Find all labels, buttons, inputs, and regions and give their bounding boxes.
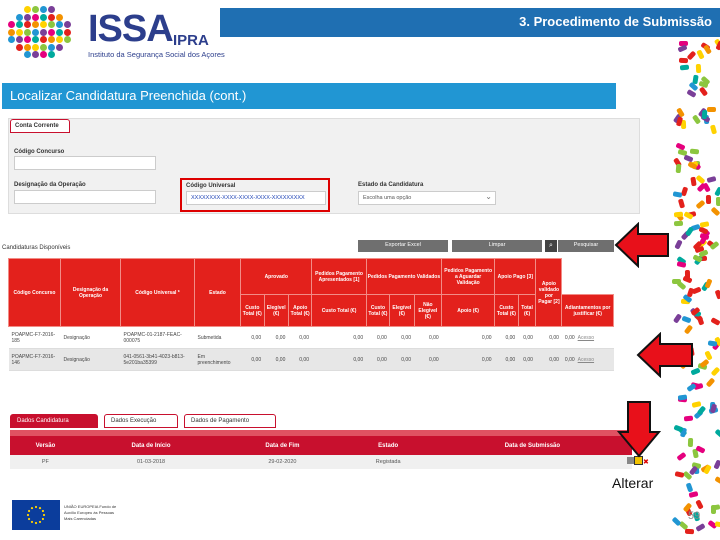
confetti-piece (703, 45, 712, 55)
eu-star (28, 510, 30, 512)
logo-dot (40, 29, 47, 36)
confetti-piece (682, 275, 692, 283)
logo-dot (48, 21, 55, 28)
confetti-piece (688, 438, 693, 447)
access-link[interactable]: Acesso (577, 356, 595, 363)
eu-stars-icon (16, 504, 56, 526)
col-pedidos-apresentados: Pedidos Pagamento Apresentados [1] (312, 259, 366, 295)
eu-star (43, 514, 45, 516)
confetti-piece (696, 63, 701, 72)
eu-star (39, 521, 41, 523)
logo-dot (24, 14, 31, 21)
cell-value: 0,00 (390, 327, 414, 349)
eu-star (28, 518, 30, 520)
confetti-piece (680, 64, 689, 70)
delete-icon[interactable]: ✖ (643, 459, 649, 466)
logo-dot (16, 44, 23, 51)
eu-star (35, 522, 37, 524)
logo-dot (40, 44, 47, 51)
codigo-universal-input[interactable]: XXXXXXXX-XXXX-XXXX-XXXX-XXXXXXXXX (186, 191, 326, 205)
arrow-left-icon (614, 222, 670, 268)
logo-dot (48, 14, 55, 21)
cell-value: 0,00 (366, 327, 390, 349)
logo-dot (56, 36, 63, 43)
confetti-piece (684, 415, 693, 421)
arrow-left-icon (636, 332, 694, 378)
cell-codigo-universal: 041-0561-3b41-4023-b813-5e201ba35399 (121, 349, 195, 371)
page-number: 59 (688, 510, 701, 522)
confetti-piece (699, 86, 708, 96)
confetti-piece (706, 176, 716, 183)
cell-value: 0,00 (288, 349, 312, 371)
col-sub-header: Elegível (€) (264, 295, 288, 327)
confetti-piece (705, 279, 713, 289)
col-codigo-concurso: Código Concurso (9, 259, 61, 327)
cell-versao: PF (10, 455, 81, 469)
logo-dot (8, 29, 15, 36)
logo-dot (40, 6, 47, 13)
col-aprovado: Aprovado (241, 259, 312, 295)
section-title: Localizar Candidatura Preenchida (cont.) (10, 88, 247, 103)
logo-dot (32, 44, 39, 51)
col-sub-header: Elegível (€) (390, 295, 414, 327)
confetti-piece (674, 221, 683, 226)
confetti-piece (713, 459, 720, 469)
confetti-piece (714, 429, 720, 439)
confetti-piece (678, 198, 685, 208)
col-apoio-validado: Apoio validado por Pagar [2] (536, 259, 562, 327)
logo-dot (24, 6, 31, 13)
codigo-universal-label: Código Universal (186, 183, 236, 189)
export-excel-button[interactable]: Exportar Excel (358, 240, 448, 252)
confetti-piece (709, 125, 716, 135)
confetti-piece (697, 315, 705, 325)
confetti-piece (690, 149, 699, 155)
confetti-piece (711, 505, 716, 514)
confetti-piece (676, 142, 686, 150)
logo-dot (24, 51, 31, 58)
cell-value: 0,00 (241, 349, 265, 371)
col-data-fim: Data de Fim (221, 433, 343, 455)
confetti-piece (677, 452, 687, 461)
logo-dot (24, 21, 31, 28)
logo-dot (16, 21, 23, 28)
table-row (10, 455, 632, 469)
results-table (8, 258, 614, 371)
eu-star (31, 521, 33, 523)
confetti-piece (695, 499, 704, 509)
logo-dot (64, 29, 71, 36)
logo-dot (16, 29, 23, 36)
col-estado: Estado (195, 259, 241, 327)
logo-dot (40, 14, 47, 21)
versions-table (10, 430, 632, 469)
logo-dot (32, 21, 39, 28)
cell-value: 0,00 (495, 327, 519, 349)
col-codigo-universal: Código Universal * (121, 259, 195, 327)
cell-value: 0,00 (442, 349, 495, 371)
cell-data-submissao (433, 455, 632, 469)
cell-value: 0,00 (536, 327, 562, 349)
search-icon[interactable]: ⌕ (545, 240, 557, 252)
logo-dot (24, 29, 31, 36)
col-sub-header: Apoio (€) (442, 295, 495, 327)
logo-dot (8, 36, 15, 43)
confetti-piece (707, 340, 717, 346)
alterar-caption: Alterar (612, 475, 654, 491)
confetti-piece (715, 289, 720, 299)
clear-button[interactable]: Limpar (452, 240, 542, 252)
cell-designacao: Designação (61, 327, 121, 349)
confetti-piece (678, 394, 688, 400)
confetti-piece (688, 491, 698, 498)
access-link[interactable]: Acesso (577, 334, 595, 341)
edit-icon[interactable] (635, 457, 642, 464)
confetti-piece (686, 482, 694, 492)
logo-dot (32, 51, 39, 58)
confetti-piece (701, 110, 707, 119)
col-versao: Versão (10, 433, 81, 455)
logo-dot (32, 36, 39, 43)
confetti-piece (711, 206, 720, 216)
logo-dot (64, 21, 71, 28)
logo-dot (56, 29, 63, 36)
col-sub-header: Apoio Total (€) (288, 295, 312, 327)
logo-suffix: IPRA (173, 32, 209, 49)
logo-dot (48, 29, 55, 36)
eu-flag-logo (12, 500, 60, 530)
confetti-piece (685, 529, 694, 535)
cell-value: 0,00 (518, 349, 536, 371)
cell-value (562, 349, 614, 371)
col-designacao: Designação da Operação (61, 259, 121, 327)
logo-dot (40, 36, 47, 43)
tab-dados-execucao[interactable]: Dados Execução (104, 414, 178, 428)
logo-dot (40, 21, 47, 28)
eu-star (31, 507, 33, 509)
confetti-piece (676, 261, 686, 268)
logo-word: ISSA (88, 8, 173, 50)
col-sub-header: Adiantamentos por justificar (€) (562, 295, 614, 327)
logo-dot (56, 44, 63, 51)
designacao-input[interactable] (14, 190, 156, 204)
cell-value: 0,00 (390, 349, 414, 371)
logo-dot (32, 14, 39, 21)
col-sub-header: Não Elegível (€) (414, 295, 442, 327)
cell-codigo-universal: POAPMC-01-2187-FEAC-000075 (121, 327, 195, 349)
header-underline (220, 36, 720, 37)
logo-dot (56, 14, 63, 21)
tab-conta-corrente[interactable]: Conta Corrente (10, 119, 70, 133)
confetti-piece (679, 58, 688, 63)
view-icon[interactable] (627, 457, 634, 464)
cell-value: 0,00 (264, 327, 288, 349)
cell-value: 0,00 (442, 327, 495, 349)
logo-dot (40, 51, 47, 58)
cell-value: 0,00 (312, 327, 366, 349)
page-title: 3. Procedimento de Submissão (519, 14, 712, 29)
col-estado-versao: Estado (344, 433, 433, 455)
tab-dados-pagamento[interactable]: Dados de Pagamento (184, 414, 276, 428)
estado-select[interactable]: Escolha uma opção ⌄ (358, 191, 496, 205)
estado-label: Estado da Candidatura (358, 182, 424, 188)
cell-codigo: POAPMC-F7-2016-146 (9, 349, 61, 371)
cell-value: 0,00 (366, 349, 390, 371)
cell-estado: Em preenchimento (195, 349, 241, 371)
logo-dot (48, 44, 55, 51)
col-sub-header: Custo Total (€) (241, 295, 265, 327)
confetti-piece (707, 107, 716, 112)
logo-dot (48, 6, 55, 13)
eu-star (42, 510, 44, 512)
confetti-piece (677, 45, 687, 53)
confetti-piece (681, 316, 691, 324)
tab-dados-candidatura[interactable]: Dados Candidatura (10, 414, 98, 428)
cell-value: 0,00 (414, 327, 442, 349)
cell-value: 0,00 (495, 349, 519, 371)
cell-estado: Submetida (195, 327, 241, 349)
col-data-inicio: Data de Início (81, 433, 221, 455)
col-sub-header: Total (€) (518, 295, 536, 327)
header-bar (220, 8, 720, 36)
logo-dot (16, 14, 23, 21)
codigo-concurso-input[interactable] (14, 156, 156, 170)
confetti-piece (714, 476, 720, 485)
cell-estado: Registada (344, 455, 433, 469)
confetti-piece (673, 424, 683, 432)
logo-dot (24, 36, 31, 43)
confetti-piece (706, 195, 711, 204)
logo-dot (32, 6, 39, 13)
cell-value: 0,00 (414, 349, 442, 371)
row-actions (627, 457, 650, 465)
confetti-piece (711, 317, 720, 326)
eu-fund-text: UNIÃO EUROPEIA Fundo de Auxílio Europeu às Pessoas Mais Carenciadas (64, 504, 117, 521)
confetti-piece (706, 377, 716, 387)
logo-dot (56, 21, 63, 28)
confetti-piece (711, 367, 720, 377)
confetti-piece (697, 49, 705, 59)
codigo-concurso-label: Código Concurso (14, 149, 65, 155)
designacao-label: Designação da Operação (14, 182, 86, 188)
results-title: Candidaturas Disponíveis (2, 245, 71, 251)
confetti-piece (681, 186, 689, 196)
confetti-piece (699, 359, 709, 369)
table-row[interactable] (9, 327, 614, 349)
col-sub-header: Custo Total (€) (366, 295, 390, 327)
cell-data-inicio: 01-03-2018 (81, 455, 221, 469)
confetti-piece (699, 221, 709, 227)
logo-dot (48, 36, 55, 43)
cell-value: 0,00 (564, 356, 575, 363)
cell-data-fim: 29-02-2020 (221, 455, 343, 469)
eu-star (35, 506, 37, 508)
confetti-piece (674, 239, 682, 249)
section-title-bar (2, 83, 616, 109)
cell-value: 0,00 (536, 349, 562, 371)
confetti-piece (714, 186, 720, 196)
confetti-piece (696, 200, 706, 210)
col-pedidos-aguardar: Pedidos Pagamento a Aguardar Validação (442, 259, 495, 295)
confetti-piece (685, 227, 694, 237)
cell-codigo: POAPMC-F7-2016-185 (9, 327, 61, 349)
cell-designacao: Designação (61, 349, 121, 371)
logo-dot (24, 44, 31, 51)
cell-value: 0,00 (312, 349, 366, 371)
logo-dot (48, 51, 55, 58)
table-row[interactable] (9, 349, 614, 371)
confetti-piece (672, 191, 682, 198)
logo-dots-icon (8, 6, 74, 60)
col-sub-header: Custo Total (€) (312, 295, 366, 327)
col-apoio-pago: Apoio Pago [3] (495, 259, 536, 295)
logo-dot (16, 36, 23, 43)
eu-star (27, 514, 29, 516)
search-button[interactable]: Pesquisar (558, 240, 614, 252)
confetti-piece (676, 164, 682, 173)
confetti-piece (695, 523, 705, 532)
cell-value: 0,00 (264, 349, 288, 371)
col-sub-header: Custo Total (€) (495, 295, 519, 327)
cell-value: 0,00 (518, 327, 536, 349)
logo-dot (32, 29, 39, 36)
eu-star (39, 507, 41, 509)
issa-logo (8, 6, 225, 62)
confetti-piece (676, 281, 686, 291)
cell-value: 0,00 (288, 327, 312, 349)
arrow-down-icon (617, 400, 661, 458)
logo-dot (64, 36, 71, 43)
logo-dot (8, 21, 15, 28)
col-pedidos-validados: Pedidos Pagamento Validados (366, 259, 442, 295)
col-data-submissao: Data de Submissão (433, 433, 632, 455)
logo-subtitle: Instituto da Segurança Social dos Açores (88, 50, 225, 59)
eu-star (42, 518, 44, 520)
confetti-piece (687, 383, 697, 392)
confetti-piece (716, 197, 720, 206)
cell-value: 0,00 (241, 327, 265, 349)
cell-value (562, 327, 614, 349)
cell-value: 0,00 (564, 334, 575, 341)
